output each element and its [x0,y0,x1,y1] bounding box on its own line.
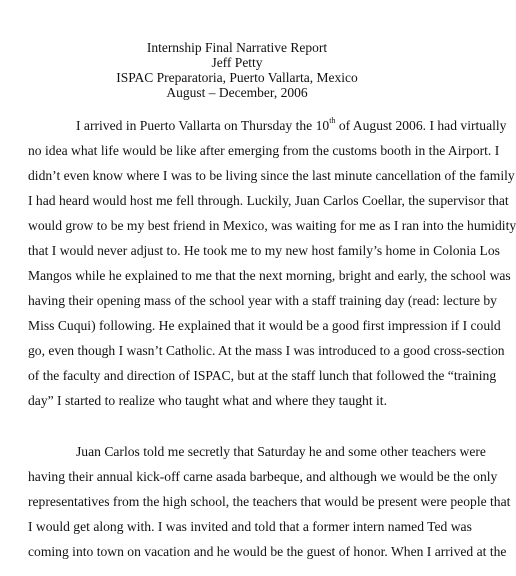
ordinal-suffix: th [329,116,336,126]
paragraph-1-line: day” I started to realize who taught what and where they taught it. [28,393,387,408]
paragraph-2-line: having their annual kick-off carne asada barbeque, and although we would be the only [28,469,498,484]
paragraph-1-line: no idea what life would be like after emerging from the customs booth in the Airport. I [28,143,500,158]
paragraph-2-line: coming into town on vacation and he would be the guest of honor. When I arrived at the [28,544,507,559]
paragraph-1-line: I had heard would host me fell through. Luckily, Juan Carlos Coellar, the supervisor that [28,193,509,208]
paragraph-1-line: didn’t even know where I was to be living since the last minute cancellation of the family [28,168,515,183]
paragraph-2-line: representatives from the high school, the teachers that would be present were people that [28,494,511,509]
report-author: Jeff Petty [211,55,263,70]
report-header [0,40,474,100]
paragraph-1-line: go, even though I wasn’t Catholic. At the mass I was introduced to a good cross-section [28,343,505,358]
paragraph-1-line: of the faculty and direction of ISPAC, but at the staff lunch that followed the “training [28,368,497,383]
paragraph-2-line: I would get along with. I was invited and told that a former intern named Ted was [28,519,472,534]
paragraph-1-line: that I would never adjust to. He took me to my new host family’s home in Colonia Los [28,243,500,258]
paragraph-1-line-1-text: I arrived in Puerto Vallarta on Thursday the 10 [76,118,330,133]
paragraph-1-line: having their opening mass of the school year with a staff training day (read: lecture by [28,293,497,308]
paragraph-1-line: Mangos while he explained to me that the next morning, bright and early, the school was [28,268,511,283]
report-dates: August – December, 2006 [166,85,308,100]
paragraph-1-line: would grow to be my best friend in Mexico, was waiting for me as I ran into the humidity [28,218,516,233]
paragraph-1-line-1-text-end: of August 2006. I had virtually [335,118,507,133]
paragraph-2-line: Juan Carlos told me secretly that Saturday he and some other teachers were [76,444,486,459]
report-title: Internship Final Narrative Report [146,40,328,55]
paragraph-1-line-1 [28,116,507,134]
report-institution: ISPAC Preparatoria, Puerto Vallarta, Mexico [116,70,358,85]
paragraph-1-line: Miss Cuqui) following. He explained that it would be a good first impression if I could [28,318,501,333]
